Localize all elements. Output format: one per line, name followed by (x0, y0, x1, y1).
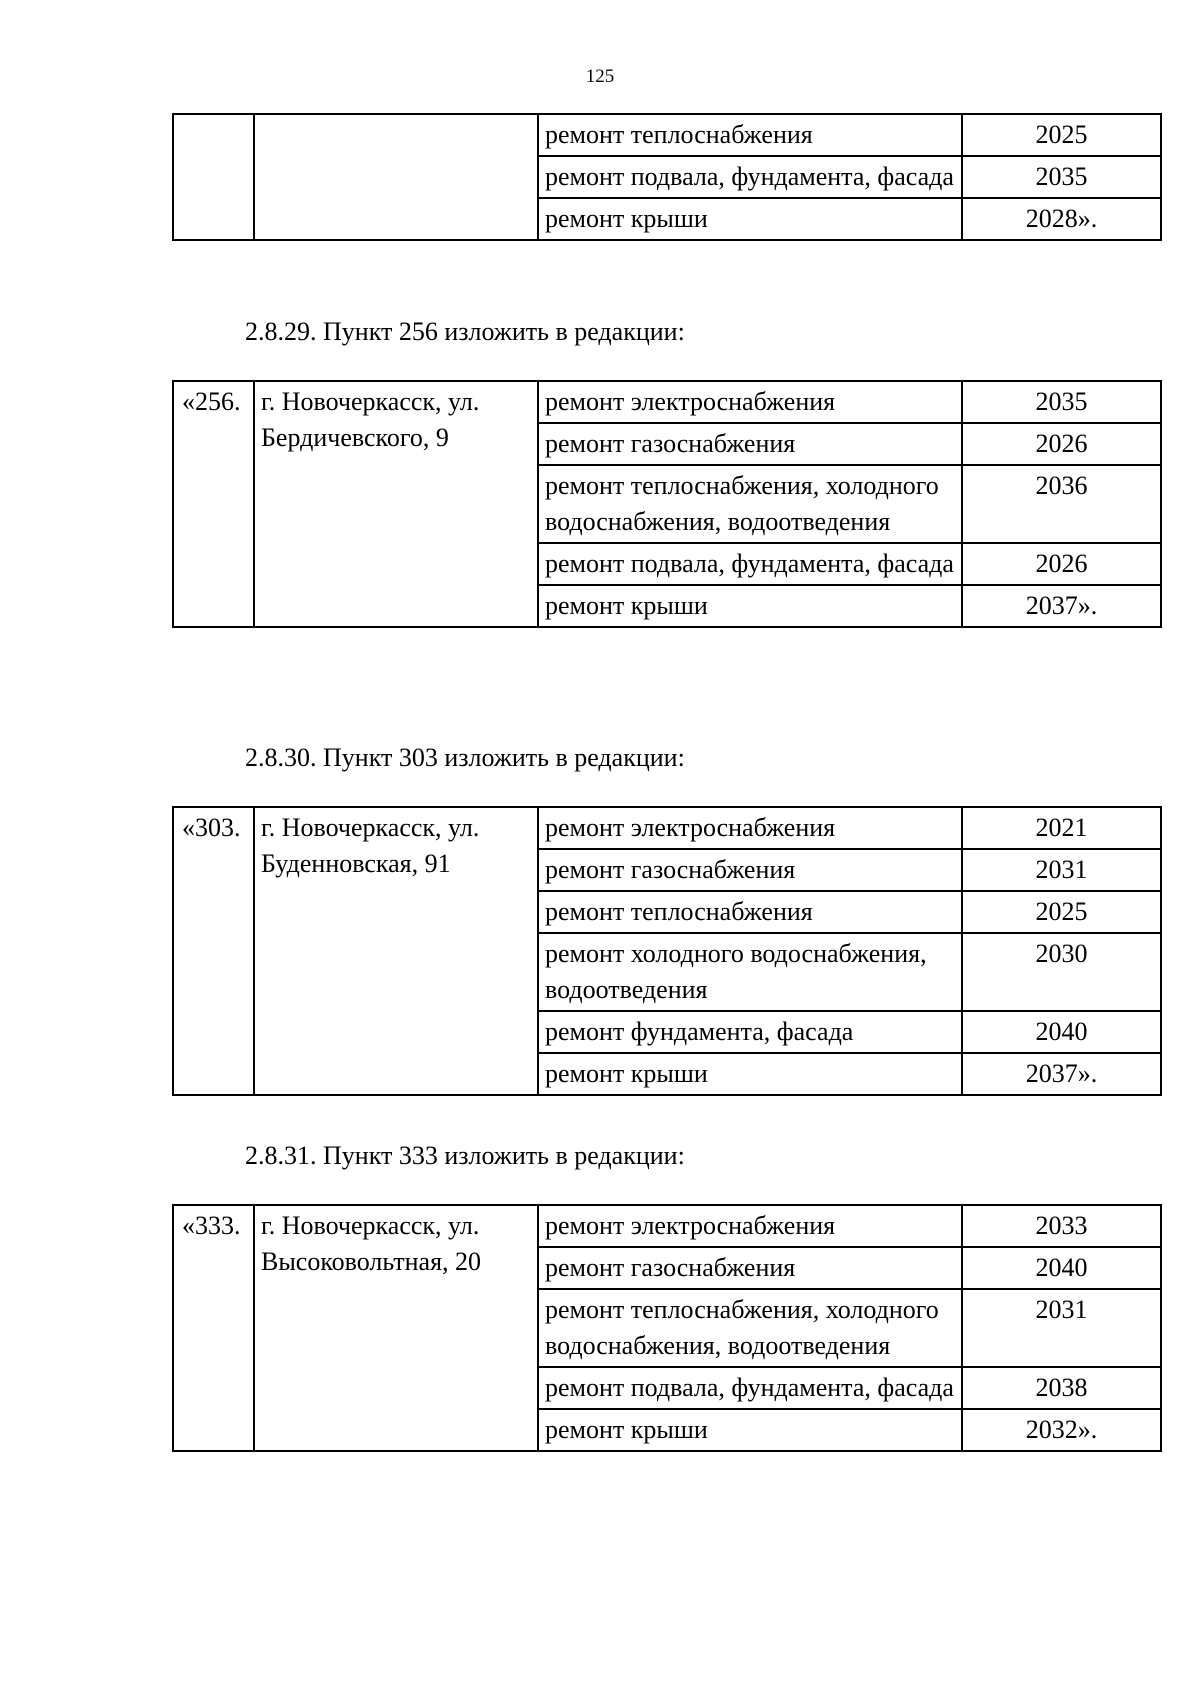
work-cell: ремонт подвала, фундамента, фасада (538, 543, 962, 585)
year-cell: 2037». (962, 585, 1161, 627)
year-cell: 2030 (962, 933, 1161, 1011)
address-cell: г. Новочеркасск, ул. Буденновская, 91 (254, 807, 538, 1095)
year-cell: 2035 (962, 381, 1161, 423)
year-cell: 2040 (962, 1011, 1161, 1053)
work-cell: ремонт теплоснабжения (538, 891, 962, 933)
work-cell: ремонт подвала, фундамента, фасада (538, 156, 962, 198)
year-cell: 2026 (962, 423, 1161, 465)
year-cell: 2037». (962, 1053, 1161, 1095)
work-cell: ремонт газоснабжения (538, 849, 962, 891)
year-cell: 2025 (962, 114, 1161, 156)
table-row (173, 381, 1161, 423)
work-cell: ремонт крыши (538, 198, 962, 240)
work-cell: ремонт теплоснабжения, холодного водоснабжения, водоотведения (538, 465, 962, 543)
year-cell: 2040 (962, 1247, 1161, 1289)
work-cell: ремонт газоснабжения (538, 423, 962, 465)
continuation-table (172, 113, 1162, 241)
year-cell: 2035 (962, 156, 1161, 198)
work-cell: ремонт газоснабжения (538, 1247, 962, 1289)
year-cell: 2026 (962, 543, 1161, 585)
work-cell: ремонт электроснабжения (538, 381, 962, 423)
item-number-cell (173, 114, 254, 240)
year-cell: 2036 (962, 465, 1161, 543)
item-number-cell: «256. (173, 381, 254, 627)
work-cell: ремонт электроснабжения (538, 807, 962, 849)
year-cell: 2033 (962, 1205, 1161, 1247)
address-cell (254, 114, 538, 240)
section-heading: 2.8.29. Пункт 256 изложить в редакции: (245, 317, 685, 346)
work-cell: ремонт подвала, фундамента, фасада (538, 1367, 962, 1409)
table-row (173, 807, 1161, 849)
work-cell: ремонт фундамента, фасада (538, 1011, 962, 1053)
year-cell: 2032». (962, 1409, 1161, 1451)
year-cell: 2021 (962, 807, 1161, 849)
work-cell: ремонт теплоснабжения, холодного водоснабжения, водоотведения (538, 1289, 962, 1367)
page-number: 125 (585, 66, 615, 87)
table-row (173, 1205, 1161, 1247)
work-cell: ремонт крыши (538, 585, 962, 627)
section-table (172, 1204, 1162, 1452)
year-cell: 2025 (962, 891, 1161, 933)
year-cell: 2038 (962, 1367, 1161, 1409)
work-cell: ремонт холодного водоснабжения, водоотведения (538, 933, 962, 1011)
year-cell: 2031 (962, 849, 1161, 891)
section-table (172, 380, 1162, 628)
table-row (173, 114, 1161, 156)
section-heading: 2.8.31. Пункт 333 изложить в редакции: (245, 1141, 685, 1170)
address-cell: г. Новочеркасск, ул. Бердичевского, 9 (254, 381, 538, 627)
item-number-cell: «333. (173, 1205, 254, 1451)
year-cell: 2028». (962, 198, 1161, 240)
work-cell: ремонт крыши (538, 1409, 962, 1451)
section-heading: 2.8.30. Пункт 303 изложить в редакции: (245, 743, 685, 772)
item-number-cell: «303. (173, 807, 254, 1095)
work-cell: ремонт крыши (538, 1053, 962, 1095)
year-cell: 2031 (962, 1289, 1161, 1367)
work-cell: ремонт электроснабжения (538, 1205, 962, 1247)
address-cell: г. Новочеркасск, ул. Высоковольтная, 20 (254, 1205, 538, 1451)
section-table (172, 806, 1162, 1096)
work-cell: ремонт теплоснабжения (538, 114, 962, 156)
